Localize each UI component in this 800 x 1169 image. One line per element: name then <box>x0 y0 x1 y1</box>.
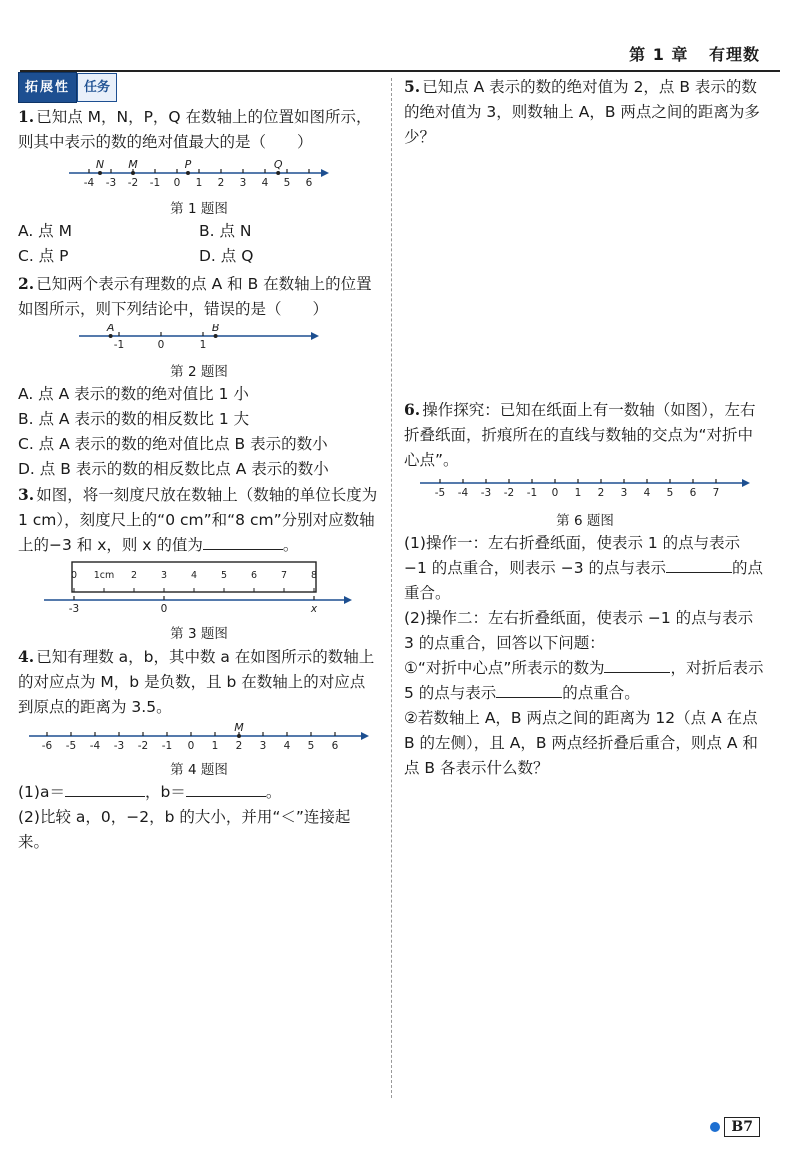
tick-label: 1 <box>574 487 582 499</box>
question-6 <box>404 397 766 473</box>
tick-label: 0 <box>551 487 559 499</box>
answer-blank-a[interactable] <box>604 657 670 673</box>
ruler-figure <box>44 560 354 616</box>
tick-label: 0 <box>157 339 165 351</box>
tick-label: -6 <box>41 740 53 752</box>
figure-caption: 第 6 题图 <box>556 513 614 529</box>
chapter-label: 第 1 章 <box>629 45 689 64</box>
page-number-label: B7 <box>724 1117 760 1137</box>
question-text: 已知点 M，N，P，Q 在数轴上的位置如图所示，则其中表示的数的绝对值最大的是（ ） <box>18 108 372 151</box>
tick-label: 5 <box>307 740 315 752</box>
tick-label: 4 <box>283 740 291 752</box>
figure-caption: 第 1 题图 <box>170 201 228 217</box>
option-c[interactable]: C. 点 A 表示的数的绝对值比点 B 表示的数小 <box>18 435 328 453</box>
sub-question-2-2: ②若数轴上 A，B 两点之间的距离为 12（点 A 在点 B 的左侧），且 A，B 两点经折叠后重合，则点 A 和点 B 各表示什么数？ <box>404 709 758 777</box>
tick-label: 3 <box>620 487 628 499</box>
question-2 <box>18 271 380 322</box>
sub-text: (1)操作一：左右折叠纸面，使表示 1 的点与表示 −1 的点重合，则表示 −3 的点与表示 <box>404 534 741 577</box>
point-marker <box>98 171 102 175</box>
number-line-1 <box>69 157 329 191</box>
point-label: M <box>234 722 244 734</box>
options-q1 <box>18 219 380 269</box>
tick-label: 0 <box>187 740 195 752</box>
dot-icon <box>710 1122 720 1132</box>
chapter-title: 有理数 <box>708 45 760 64</box>
answer-blank-b[interactable] <box>496 682 562 698</box>
question-text: 已知有理数 a，b，其中数 a 在如图所示的数轴上的对应点为 M，b 是负数，且 b 在数轴上的对应点到原点的距离为 3.5。 <box>18 648 375 716</box>
number-line-6 <box>420 475 750 503</box>
ruler-label: 6 <box>250 570 258 581</box>
sub-text: ，b＝ <box>144 783 186 801</box>
question-1 <box>18 104 380 155</box>
answer-blank-a[interactable] <box>65 781 145 797</box>
option-d[interactable]: D. 点 B 表示的数的相反数比点 A 表示的数小 <box>18 460 329 478</box>
tick-label: 6 <box>689 487 697 499</box>
tick-label: -4 <box>83 177 95 189</box>
point-label: Q <box>273 158 283 171</box>
tick-label: -5 <box>65 740 77 752</box>
sub-text: 的点重合。 <box>404 559 763 602</box>
sub-text: ，对折后表示 5 的点与表示 <box>404 659 764 702</box>
point-marker <box>214 334 218 338</box>
number-line-4 <box>29 722 369 752</box>
point-label: B <box>211 324 220 334</box>
sub-text: (1)a＝ <box>18 783 65 801</box>
option-b[interactable]: B. 点 N <box>199 222 252 240</box>
tick-label: 4 <box>261 177 269 189</box>
sub-question-2-1 <box>404 656 766 706</box>
ruler-label: 0 <box>70 570 78 581</box>
question-3 <box>18 482 380 558</box>
tick-label: 5 <box>283 177 291 189</box>
option-d[interactable]: D. 点 Q <box>199 247 254 265</box>
sub-question-2: (2)操作二：左右折叠纸面，使表示 −1 的点与表示 3 的点重合，回答以下问题： <box>404 609 754 652</box>
tick-label: 2 <box>597 487 605 499</box>
figure-caption: 第 2 题图 <box>170 364 228 380</box>
ruler-label: 5 <box>220 570 228 581</box>
point-marker <box>131 171 135 175</box>
answer-space[interactable] <box>404 152 766 397</box>
tick-label: -1 <box>149 177 161 189</box>
ruler-label: 2 <box>130 570 138 581</box>
tick-label: -1 <box>113 339 125 351</box>
right-column <box>404 74 766 781</box>
question-number: 3. <box>18 485 35 504</box>
sub-question-1 <box>404 531 766 606</box>
question-number: 2. <box>18 274 35 293</box>
point-marker <box>276 171 280 175</box>
option-a[interactable]: A. 点 A 表示的数的绝对值比 1 小 <box>18 385 249 403</box>
figure-3 <box>18 560 380 624</box>
answer-blank[interactable] <box>203 534 283 550</box>
tick-label: -2 <box>137 740 149 752</box>
tick-label: 1 <box>211 740 219 752</box>
banner-main: 拓展性 <box>18 72 77 103</box>
point-marker <box>186 171 190 175</box>
point-label: M <box>128 158 138 171</box>
tick-label: -3 <box>68 603 80 615</box>
question-5 <box>404 74 766 150</box>
axis-arrow <box>344 596 352 604</box>
banner-tail: 任务 <box>77 73 117 102</box>
figure-6 <box>404 475 766 511</box>
tick-label: 4 <box>643 487 651 499</box>
figure-2 <box>18 324 380 362</box>
tick-label: -1 <box>161 740 173 752</box>
axis-arrow <box>321 169 329 177</box>
answer-blank[interactable] <box>666 557 732 573</box>
tick-label: -3 <box>105 177 117 189</box>
tick-label: 6 <box>331 740 339 752</box>
figure-1 <box>18 157 380 199</box>
question-number: 4. <box>18 647 35 666</box>
question-number: 6. <box>404 400 421 419</box>
point-label: A <box>106 324 115 334</box>
option-c[interactable]: C. 点 P <box>18 247 69 265</box>
tick-label: -2 <box>127 177 139 189</box>
tick-label: -4 <box>457 487 469 499</box>
tick-label: -2 <box>503 487 515 499</box>
point-label: P <box>184 158 192 171</box>
option-a[interactable]: A. 点 M <box>18 222 72 240</box>
page-header <box>615 42 760 65</box>
figure-caption: 第 4 题图 <box>170 762 228 778</box>
axis-arrow <box>311 332 319 340</box>
tick-label: -1 <box>526 487 538 499</box>
tick-label: 5 <box>666 487 674 499</box>
left-column <box>18 74 380 855</box>
ruler-label: 4 <box>190 570 198 581</box>
section-banner <box>18 74 380 100</box>
question-number: 1. <box>18 107 35 126</box>
question-number: 5. <box>404 77 421 96</box>
page-number <box>710 1117 760 1137</box>
point-marker <box>237 734 241 738</box>
tick-label: -3 <box>113 740 125 752</box>
tick-label: 0 <box>160 603 168 615</box>
question-4 <box>18 644 380 720</box>
tick-label: x <box>310 603 318 615</box>
point-marker <box>109 334 113 338</box>
sub-text: 的点重合。 <box>562 684 640 702</box>
header-rule <box>20 70 780 72</box>
ruler-label: 8 <box>310 570 318 581</box>
column-divider <box>391 78 392 1098</box>
question-text-end: 。 <box>282 536 299 554</box>
figure-4 <box>18 722 380 760</box>
tick-label: -4 <box>89 740 101 752</box>
sub-question-1 <box>18 780 380 805</box>
question-text: 如图，将一刻度尺放在数轴上（数轴的单位长度为 1 cm），刻度尺上的“0 cm”和“8 cm”分别对应数轴上的−3 和 x，则 x 的值为 <box>18 486 378 554</box>
sub-text: ①“对折中心点”所表示的数为 <box>404 659 605 677</box>
tick-label: 0 <box>173 177 181 189</box>
tick-label: 1 <box>199 339 207 351</box>
axis-arrow <box>742 479 750 487</box>
question-text: 操作探究：已知在纸面上有一数轴（如图），左右折叠纸面，折痕所在的直线与数轴的交点为“对折中心点”。 <box>404 401 756 469</box>
ruler-label: 3 <box>160 570 168 581</box>
tick-label: 3 <box>239 177 247 189</box>
tick-label: -5 <box>434 487 446 499</box>
question-text: 已知点 A 表示的数的绝对值为 2，点 B 表示的数的绝对值为 3，则数轴上 A，B 两点之间的距离为多少？ <box>404 78 760 146</box>
tick-label: 3 <box>259 740 267 752</box>
point-label: N <box>95 158 105 171</box>
ruler-label: 1cm <box>93 570 115 581</box>
tick-label: 7 <box>712 487 720 499</box>
tick-label: 2 <box>235 740 243 752</box>
number-line-2 <box>79 324 319 354</box>
tick-label: 2 <box>217 177 225 189</box>
question-text: 已知两个表示有理数的点 A 和 B 在数轴上的位置如图所示，则下列结论中，错误的是（ ） <box>18 275 372 318</box>
figure-caption: 第 3 题图 <box>170 626 228 642</box>
sub-text: 。 <box>265 783 282 801</box>
ruler-label: 7 <box>280 570 288 581</box>
tick-label: 1 <box>195 177 203 189</box>
option-b[interactable]: B. 点 A 表示的数的相反数比 1 大 <box>18 410 250 428</box>
axis-arrow <box>361 732 369 740</box>
tick-label: -3 <box>480 487 492 499</box>
answer-blank-b[interactable] <box>186 781 266 797</box>
tick-label: 6 <box>305 177 313 189</box>
sub-question-2: (2)比较 a，0，−2，b 的大小，并用“＜”连接起来。 <box>18 808 351 851</box>
